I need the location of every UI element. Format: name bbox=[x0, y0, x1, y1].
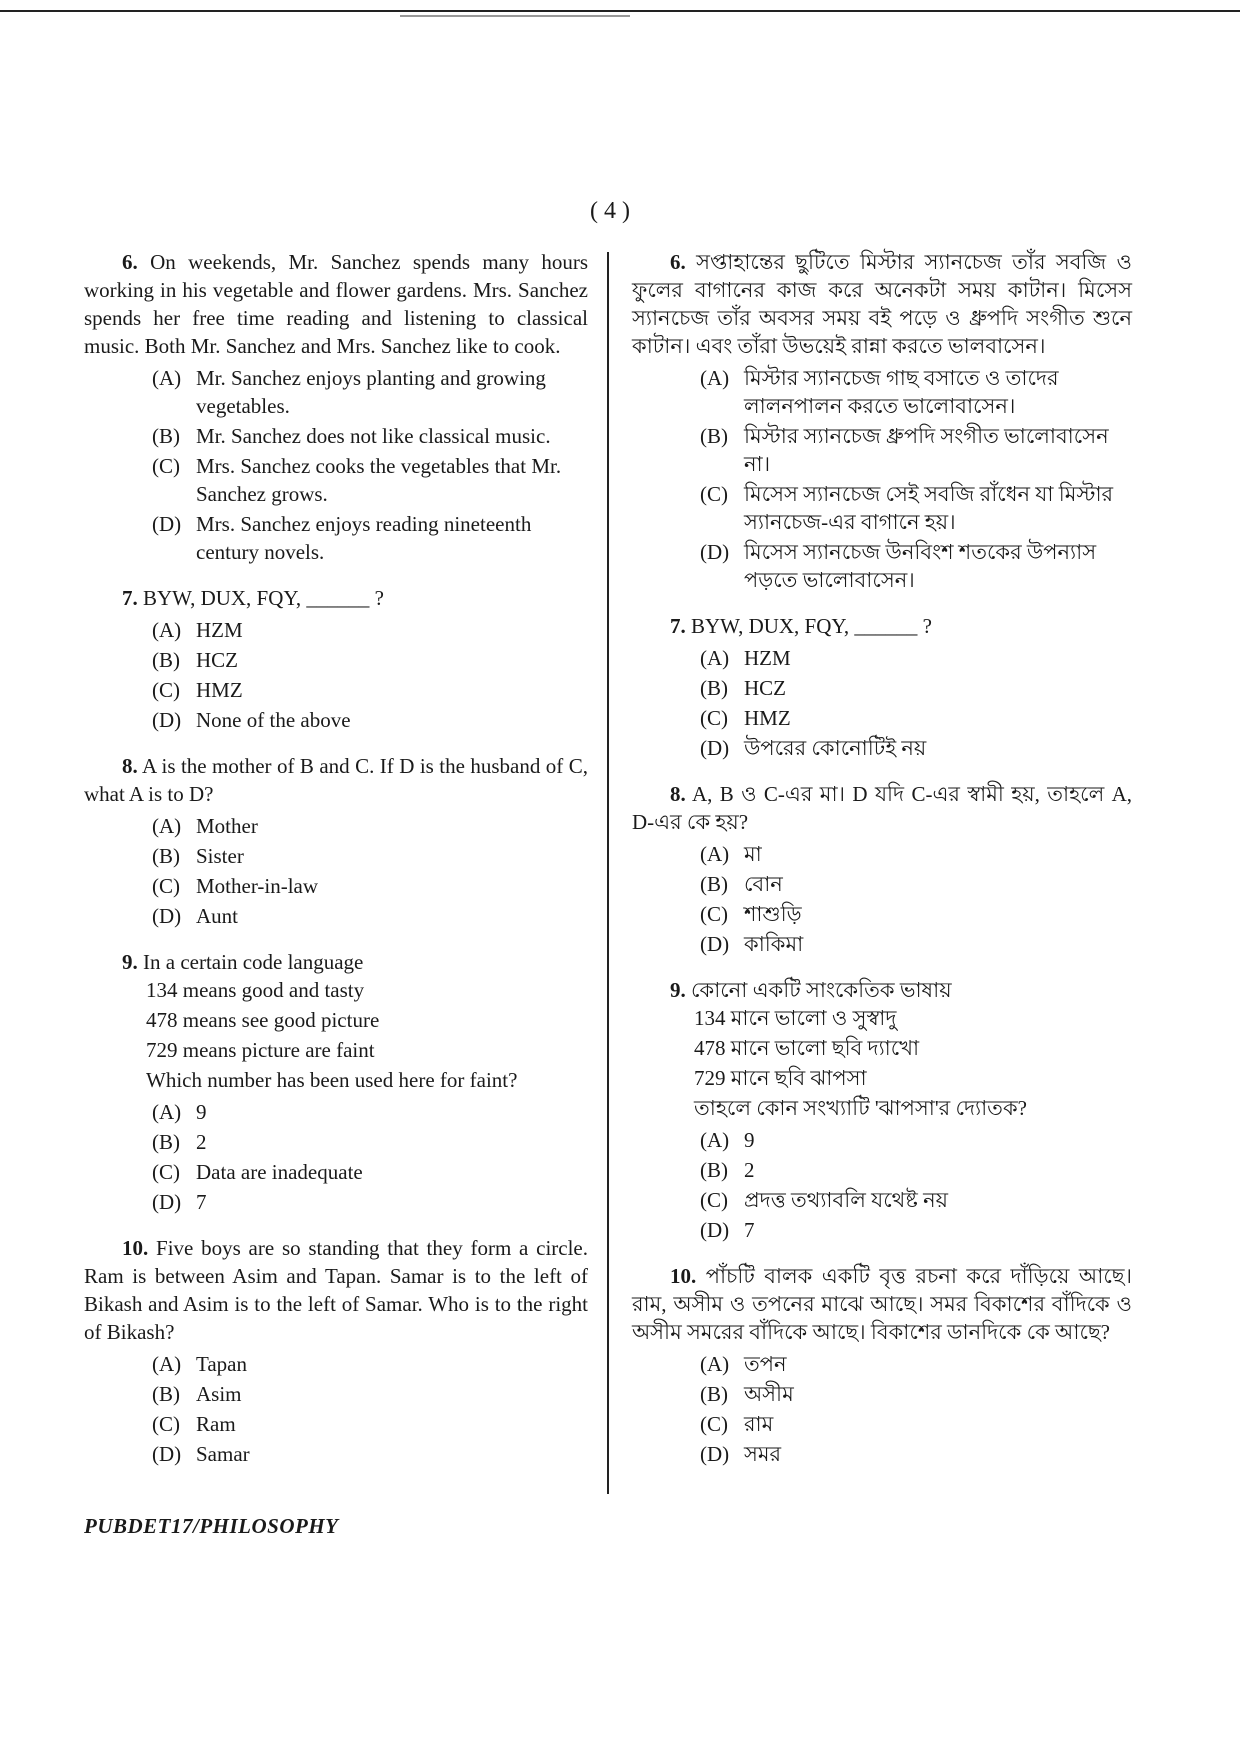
question-stem: A is the mother of B and C. If D is the husband of C, what A is to D? bbox=[84, 754, 589, 806]
options-list bbox=[632, 364, 1132, 594]
option-c: (C) Mrs. Sanchez cooks the vegetables that Mr. Sanchez grows. bbox=[152, 454, 562, 506]
option-b: (B) 2 bbox=[700, 1158, 755, 1182]
option-d: (D) Mrs. Sanchez enjoys reading nineteenth century novels. bbox=[152, 512, 532, 564]
option-a: (A) Mr. Sanchez enjoys planting and growing vegetables. bbox=[152, 366, 546, 418]
option-d: (D) 7 bbox=[700, 1218, 755, 1242]
code-lines bbox=[632, 1004, 1132, 1122]
options-list bbox=[632, 1350, 1132, 1468]
question-prompt: তাহলে কোন সংখ্যাটি 'ঝাপসা'র দ্যোতক? bbox=[694, 1096, 1027, 1120]
code-line: 478 means see good picture bbox=[146, 1008, 380, 1032]
option-b: (B) Sister bbox=[152, 844, 244, 868]
question-stem: A, B ও C-এর মা। D যদি C-এর স্বামী হয়, তাহলে A, D-এর কে হয়? bbox=[632, 782, 1132, 834]
option-a: (A) Mother bbox=[152, 814, 258, 838]
option-d: (D) Aunt bbox=[152, 904, 238, 928]
english-column bbox=[84, 248, 588, 1486]
question-number: 9. bbox=[122, 950, 138, 974]
options-list bbox=[632, 840, 1132, 958]
question-number: 10. bbox=[670, 1264, 697, 1288]
page-number: ( 4 ) bbox=[590, 198, 630, 224]
option-c: (C) Data are inadequate bbox=[152, 1160, 363, 1184]
option-a: (A) Tapan bbox=[152, 1352, 248, 1376]
options-list bbox=[84, 1098, 588, 1216]
question-number: 9. bbox=[670, 978, 686, 1002]
question-number: 6. bbox=[122, 250, 138, 274]
option-d: (D) Samar bbox=[152, 1442, 250, 1466]
option-c: (C) HMZ bbox=[700, 706, 791, 730]
bengali-column bbox=[632, 248, 1132, 1486]
option-d: (D) None of the above bbox=[152, 708, 351, 732]
option-c: (C) HMZ bbox=[152, 678, 243, 702]
code-line: 134 means good and tasty bbox=[146, 978, 365, 1002]
question-stem: সপ্তাহান্তের ছুটিতে মিস্টার স্যানচেজ তাঁর সবজি ও ফুলের বাগানের কাজ করে অনেকটা সময় কাটান। মিসেস স্যানচেজ তাঁর অবসর সময় বই পড়ে ও ধ্রুপদি সংগীত শুনে কাটান। এবং তাঁরা উভয়েই রান্না করতে ভালবাসেন। bbox=[632, 250, 1133, 358]
question-stem: পাঁচটি বালক একটি বৃত্ত রচনা করে দাঁড়িয়ে আছে। রাম, অসীম ও তপনের মাঝে আছে। সমর বিকাশের বাঁদিকে ও অসীম সমরের বাঁদিকে আছে। বিকাশের ডানদিকে কে আছে? bbox=[632, 1264, 1133, 1344]
question-prompt: Which number has been used here for faint? bbox=[146, 1068, 518, 1092]
question-number: 8. bbox=[122, 754, 138, 778]
question-10-en bbox=[84, 1234, 588, 1468]
code-line: 729 মানে ছবি ঝাপসা bbox=[694, 1066, 867, 1090]
question-7-bn bbox=[632, 612, 1132, 762]
options-list bbox=[84, 1350, 588, 1468]
question-stem: কোনো একটি সাংকেতিক ভাষায় bbox=[691, 978, 952, 1002]
question-6-en bbox=[84, 248, 588, 566]
option-c: (C) Mother-in-law bbox=[152, 874, 319, 898]
option-b: (B) HCZ bbox=[700, 676, 786, 700]
option-d: (D) সমর bbox=[700, 1442, 782, 1466]
option-a: (A) তপন bbox=[700, 1352, 787, 1376]
question-8-bn bbox=[632, 780, 1132, 958]
column-divider bbox=[607, 252, 609, 1494]
code-line: 729 means picture are faint bbox=[146, 1038, 375, 1062]
question-stem: In a certain code language bbox=[143, 950, 364, 974]
question-number: 6. bbox=[670, 250, 686, 274]
footer-code: PUBDET17/PHILOSOPHY bbox=[84, 1514, 339, 1538]
question-stem: Five boys are so standing that they form a circle. Ram is between Asim and Tapan. Samar is to the left of Bikash and Asim is to the left of Samar. Who is to the right of Bikash? bbox=[84, 1236, 589, 1344]
question-stem: On weekends, Mr. Sanchez spends many hours working in his vegetable and flower gardens. Mrs. Sanchez spends her free time reading and listening to classical music. Both Mr. Sanchez and Mrs. Sanchez like to cook. bbox=[84, 250, 589, 358]
option-d: (D) 7 bbox=[152, 1190, 207, 1214]
option-a: (A) HZM bbox=[700, 646, 791, 670]
code-lines bbox=[84, 976, 588, 1094]
option-a: (A) মিস্টার স্যানচেজ গাছ বসাতে ও তাদের লালনপালন করতে ভালোবাসেন। bbox=[700, 366, 1059, 418]
options-list bbox=[632, 1126, 1132, 1244]
option-b: (B) HCZ bbox=[152, 648, 238, 672]
question-9-bn bbox=[632, 976, 1132, 1244]
option-b: (B) অসীম bbox=[700, 1382, 794, 1406]
option-a: (A) HZM bbox=[152, 618, 243, 642]
top-scan-mark bbox=[400, 15, 630, 17]
question-number: 8. bbox=[670, 782, 686, 806]
option-a: (A) 9 bbox=[700, 1128, 755, 1152]
option-d: (D) মিসেস স্যানচেজ উনবিংশ শতকের উপন্যাস পড়তে ভালোবাসেন। bbox=[700, 540, 1097, 592]
option-b: (B) মিস্টার স্যানচেজ ধ্রুপদি সংগীত ভালোবাসেন না। bbox=[700, 424, 1109, 476]
question-10-bn bbox=[632, 1262, 1132, 1468]
option-b: (B) Asim bbox=[152, 1382, 242, 1406]
code-line: 478 মানে ভালো ছবি দ্যাখো bbox=[694, 1036, 920, 1060]
options-list bbox=[632, 644, 1132, 762]
question-stem: BYW, DUX, FQY, ______ ? bbox=[691, 614, 932, 638]
question-6-bn bbox=[632, 248, 1132, 594]
option-d: (D) উপরের কোনোটিই নয় bbox=[700, 736, 927, 760]
question-7-en bbox=[84, 584, 588, 734]
options-list bbox=[84, 812, 588, 930]
option-a: (A) 9 bbox=[152, 1100, 207, 1124]
option-a: (A) মা bbox=[700, 842, 762, 866]
code-line: 134 মানে ভালো ও সুস্বাদু bbox=[694, 1006, 897, 1030]
options-list bbox=[84, 616, 588, 734]
option-c: (C) প্রদত্ত তথ্যাবলি যথেষ্ট নয় bbox=[700, 1188, 948, 1212]
question-8-en bbox=[84, 752, 588, 930]
option-c: (C) মিসেস স্যানচেজ সেই সবজি রাঁধেন যা মিস্টার স্যানচেজ-এর বাগানে হয়। bbox=[700, 482, 1114, 534]
option-c: (C) শাশুড়ি bbox=[700, 902, 802, 926]
option-b: (B) 2 bbox=[152, 1130, 207, 1154]
question-stem: BYW, DUX, FQY, ______ ? bbox=[143, 586, 384, 610]
options-list bbox=[84, 364, 588, 566]
question-number: 7. bbox=[122, 586, 138, 610]
question-number: 10. bbox=[122, 1236, 149, 1260]
question-9-en bbox=[84, 948, 588, 1216]
option-d: (D) কাকিমা bbox=[700, 932, 804, 956]
option-b: (B) Mr. Sanchez does not like classical music. bbox=[152, 424, 551, 448]
option-b: (B) বোন bbox=[700, 872, 783, 896]
top-border-line bbox=[0, 10, 1240, 12]
option-c: (C) রাম bbox=[700, 1412, 774, 1436]
option-c: (C) Ram bbox=[152, 1412, 236, 1436]
question-number: 7. bbox=[670, 614, 686, 638]
